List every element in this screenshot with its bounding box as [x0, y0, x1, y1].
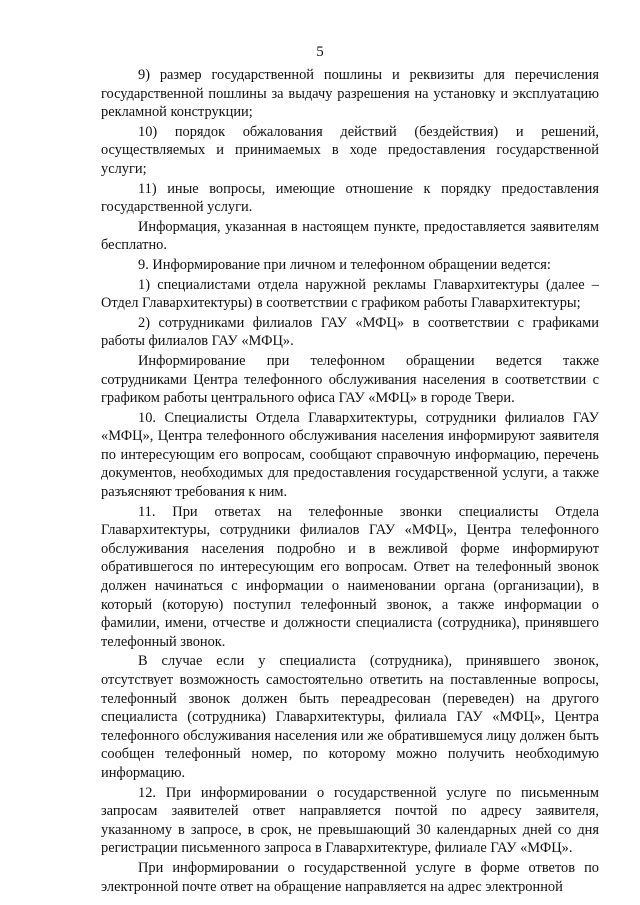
document-body	[101, 66, 599, 896]
clause-12: 12. При информировании о государственной услуге по письменным запросам заявителей ответ направляется почтой по адресу заявителя, указанному в запросе, в срок, не превышающий 30 календарных дней со дня регистрации письменного запроса в Главархитектуре, филиале ГАУ «МФЦ».	[101, 784, 599, 857]
clause-11: 11. При ответах на телефонные звонки специалисты Отдела Главархитектуры, сотрудники филиалов ГАУ «МФЦ», Центра телефонного обслуживания населения подробно и в вежливой форме информируют обратившегося по интересующим его вопросам. Ответ на телефонный звонок должен начинаться с информации о наименовании органа (организации), в который (которую) поступил телефонный звонок, а также информации о фамилии, имени, отчестве и должности специалиста (сотрудника), принявшего телефонный звонок.	[101, 503, 599, 650]
phone-info-paragraph: Информирование при телефонном обращении ведется также сотрудниками Центра телефонного обслуживания населения в соответствии с графиком работы центрального офиса ГАУ «МФЦ» в городе Твери.	[101, 352, 599, 407]
list-item-11: 11) иные вопросы, имеющие отношение к порядку предоставления государственной услуги.	[101, 180, 599, 216]
clause-10: 10. Специалисты Отдела Главархитектуры, сотрудники филиалов ГАУ «МФЦ», Центра телефонного обслуживания населения информируют заявителя по интересующим его вопросам, сообщают справочную информацию, перечень документов, необходимых для предоставления государственной услуги, а также разъясняют требования к ним.	[101, 409, 599, 501]
clause-9-item-2: 2) сотрудниками филиалов ГАУ «МФЦ» в соответствии с графиками работы филиалов ГАУ «МФЦ».	[101, 314, 599, 350]
list-item-10: 10) порядок обжалования действий (бездействия) и решений, осуществляемых и принимаемых в ходе предоставления государственной услуги;	[101, 123, 599, 177]
email-info-paragraph: При информировании о государственной услуге в форме ответов по электронной почте ответ на обращение направляется на адрес электронной	[101, 859, 599, 895]
clause-9-heading: 9. Информирование при личном и телефонном обращении ведется:	[138, 256, 551, 273]
free-info-paragraph: Информация, указанная в настоящем пункте, предоставляется заявителям бесплатно.	[101, 218, 599, 254]
clause-9-item-1: 1) специалистами отдела наружной рекламы Главархитектуры (далее – Отдел Главархитектуры) в соответствии с графиком работы Главархитектуры;	[101, 276, 599, 312]
redirect-call-paragraph: В случае если у специалиста (сотрудника), принявшего звонок, отсутствует возможность самостоятельно ответить на поставленные вопросы, телефонный звонок должен быть переадресован (переведен) на другого специалиста (сотрудника) Главархитектуры, филиала ГАУ «МФЦ», Центра телефонного обслуживания населения или же обратившемуся лицу должен быть сообщен телефонный номер, по которому можно получить необходимую информацию.	[101, 653, 599, 781]
list-item-9: 9) размер государственной пошлины и реквизиты для перечисления государственной пошлины за выдачу разрешения на установку и эксплуатацию рекламной конструкции;	[101, 67, 599, 121]
page-number: 5	[316, 44, 324, 60]
